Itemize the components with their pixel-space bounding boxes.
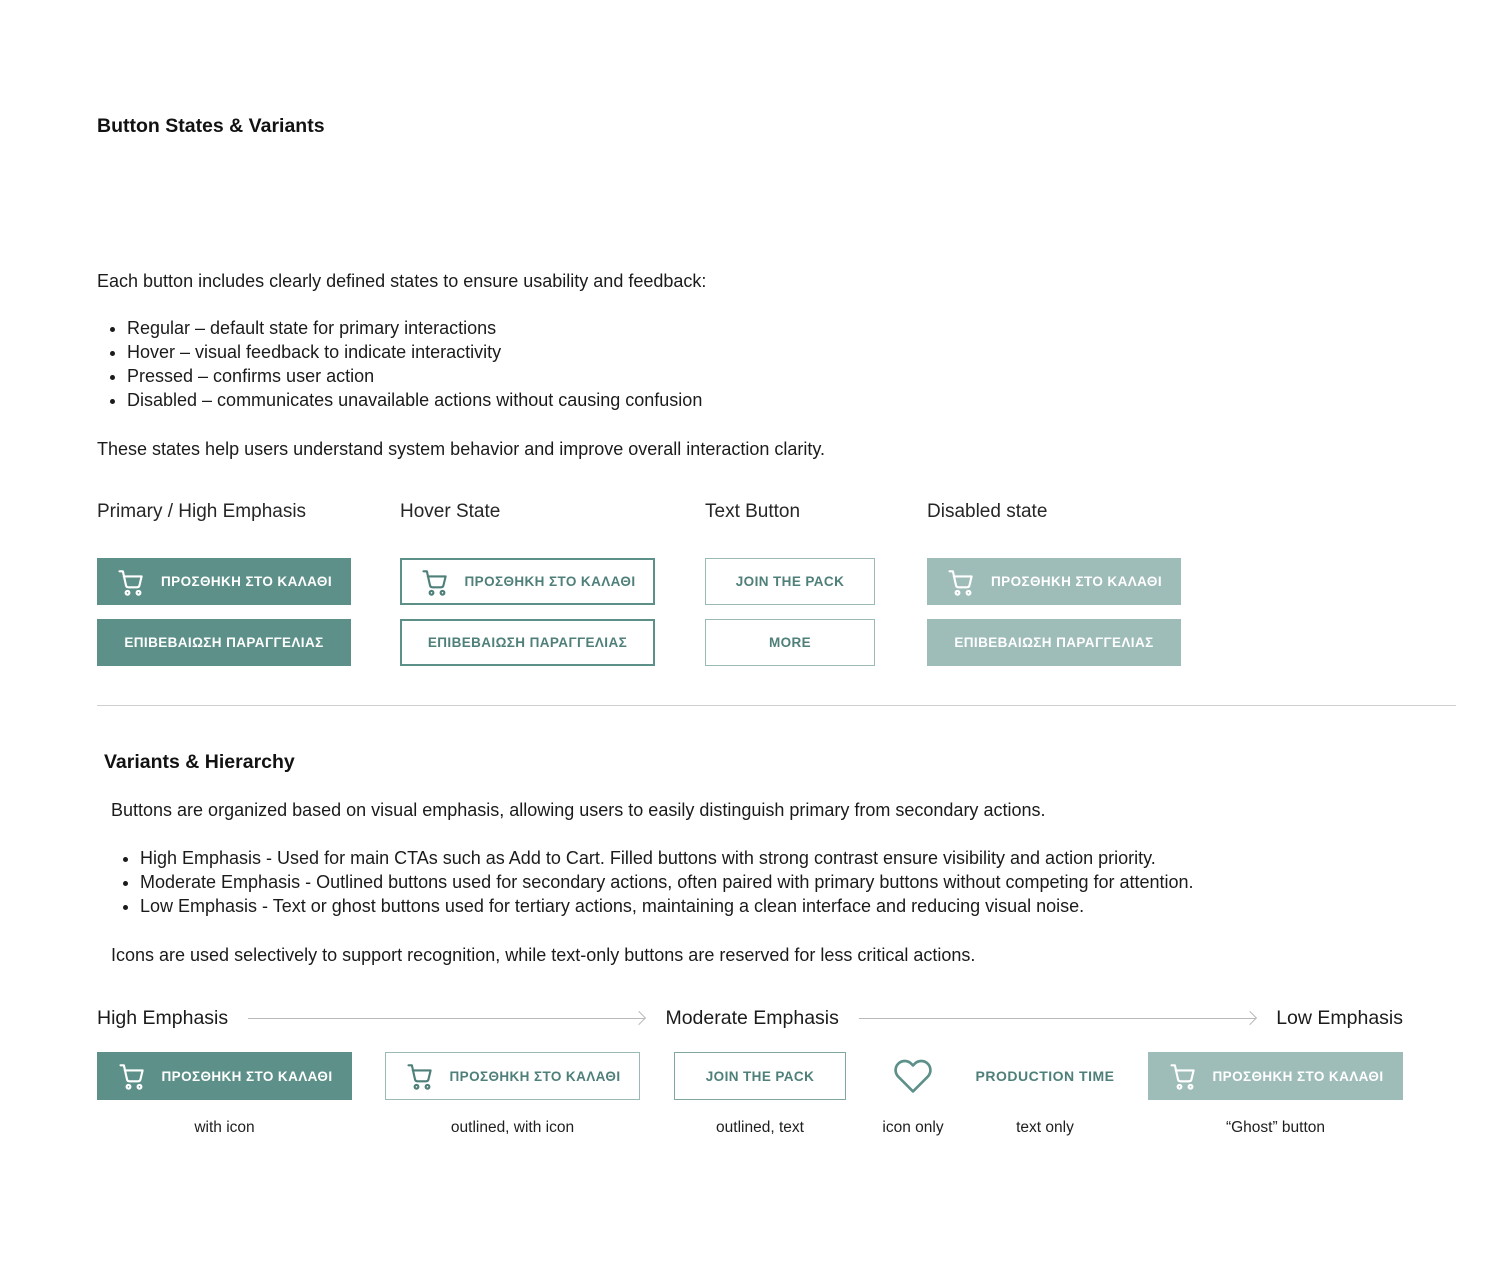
button-state-matrix bbox=[97, 501, 1403, 666]
button-label: ΠΡΟΣΘΗΚΗ ΣΤΟ ΚΑΛΑΘΙ bbox=[464, 574, 636, 589]
button-label: ΠΡΟΣΘΗΚΗ ΣΤΟ ΚΑΛΑΘΙ bbox=[1212, 1068, 1384, 1084]
heart-icon bbox=[893, 1056, 933, 1096]
example-text-only bbox=[970, 1052, 1120, 1137]
caption-icon-only: icon only bbox=[882, 1119, 944, 1136]
states-section bbox=[97, 0, 1403, 706]
states-bullet-list bbox=[97, 316, 1403, 412]
button-label: ΠΡΟΣΘΗΚΗ ΣΤΟ ΚΑΛΑΘΙ bbox=[161, 574, 332, 589]
button-label: ΠΡΟΣΘΗΚΗ ΣΤΟ ΚΑΛΑΘΙ bbox=[449, 1068, 621, 1084]
emphasis-scale bbox=[97, 1005, 1403, 1031]
scale-label-moderate: Moderate Emphasis bbox=[665, 1006, 839, 1029]
section-divider bbox=[97, 705, 1456, 706]
button-label: ΠΡΟΣΘΗΚΗ ΣΤΟ ΚΑΛΑΘΙ bbox=[161, 1068, 333, 1084]
add-to-cart-button-disabled[interactable] bbox=[927, 558, 1181, 605]
cart-icon bbox=[117, 1061, 147, 1091]
states-intro-paragraph: Each button includes clearly defined states to ensure usability and feedback: bbox=[97, 271, 707, 291]
caption-text-only: text only bbox=[1016, 1119, 1074, 1136]
confirm-order-button-primary[interactable] bbox=[97, 619, 351, 666]
button-label: ΠΡΟΣΘΗΚΗ ΣΤΟ ΚΑΛΑΘΙ bbox=[991, 574, 1162, 589]
states-outro-paragraph: These states help users understand system behavior and improve overall interaction clarity. bbox=[97, 439, 826, 459]
caption-with-icon: with icon bbox=[194, 1119, 255, 1136]
cart-icon bbox=[420, 567, 450, 597]
button-label: MORE bbox=[768, 635, 812, 650]
page-title: Button States & Variants bbox=[97, 115, 325, 137]
button-label: JOIN THE PACK bbox=[705, 1068, 815, 1084]
join-the-pack-button-outlined[interactable] bbox=[674, 1052, 846, 1100]
example-icon-only bbox=[860, 1052, 966, 1137]
caption-outlined-text: outlined, text bbox=[716, 1119, 804, 1136]
state-bullet-disabled: • Disabled – communicates unavailable actions without causing confusion bbox=[127, 388, 1403, 412]
button-label: ΕΠΙΒΕΒΑΙΩΣΗ ΠΑΡΑΓΓΕΛΙΑΣ bbox=[124, 635, 324, 650]
state-bullet-hover: • Hover – visual feedback to indicate interactivity bbox=[127, 340, 1403, 364]
right-arrow-icon bbox=[248, 1018, 645, 1019]
variant-examples-row bbox=[97, 1052, 1403, 1137]
hierarchy-outro-paragraph: Icons are used selectively to support recognition, while text-only buttons are reserved for less critical actions. bbox=[111, 945, 976, 965]
example-filled-with-icon bbox=[97, 1052, 352, 1137]
caption-ghost-button: “Ghost” button bbox=[1225, 1119, 1326, 1136]
button-label: JOIN THE PACK bbox=[735, 574, 845, 589]
example-ghost-button bbox=[1148, 1052, 1403, 1137]
hierarchy-bullet-list bbox=[111, 846, 1403, 918]
column-hover bbox=[400, 501, 655, 666]
add-to-cart-button-with-icon[interactable] bbox=[97, 1052, 352, 1100]
more-button[interactable] bbox=[705, 619, 875, 666]
button-label: ΕΠΙΒΕΒΑΙΩΣΗ ΠΑΡΑΓΓΕΛΙΑΣ bbox=[954, 635, 1154, 650]
join-the-pack-button[interactable] bbox=[705, 558, 875, 605]
column-header-text-button: Text Button bbox=[705, 501, 801, 522]
state-bullet-pressed: • Pressed – confirms user action bbox=[127, 364, 1403, 388]
column-header-disabled: Disabled state bbox=[927, 501, 1048, 522]
cart-icon bbox=[116, 567, 146, 597]
column-disabled bbox=[927, 501, 1181, 666]
add-to-cart-button-primary[interactable] bbox=[97, 558, 351, 605]
bullet-moderate-emphasis: • Moderate Emphasis - Outlined buttons used for secondary actions, often paired with primary buttons without competing for attention. bbox=[140, 870, 1403, 894]
column-header-hover: Hover State bbox=[400, 501, 501, 522]
hierarchy-intro-paragraph: Buttons are organized based on visual emphasis, allowing users to easily distinguish primary from secondary actions. bbox=[111, 800, 1046, 820]
production-time-button[interactable] bbox=[970, 1052, 1120, 1100]
button-label: PRODUCTION TIME bbox=[975, 1068, 1115, 1084]
hierarchy-section bbox=[97, 750, 1403, 1137]
add-to-cart-button-hover[interactable] bbox=[400, 558, 655, 605]
cart-icon bbox=[405, 1061, 435, 1091]
add-to-cart-button-ghost[interactable] bbox=[1148, 1052, 1403, 1100]
favorite-button[interactable] bbox=[860, 1052, 966, 1100]
scale-label-low: Low Emphasis bbox=[1276, 1006, 1403, 1029]
button-label: ΕΠΙΒΕΒΑΙΩΣΗ ΠΑΡΑΓΓΕΛΙΑΣ bbox=[427, 635, 628, 650]
cart-icon bbox=[1168, 1061, 1198, 1091]
example-outlined-text bbox=[674, 1052, 846, 1137]
column-header-primary: Primary / High Emphasis bbox=[97, 501, 307, 522]
scale-label-high: High Emphasis bbox=[97, 1006, 229, 1029]
caption-outlined-with-icon: outlined, with icon bbox=[450, 1119, 575, 1136]
add-to-cart-button-outlined[interactable] bbox=[385, 1052, 640, 1100]
right-arrow-icon bbox=[859, 1018, 1256, 1019]
example-outlined-with-icon bbox=[385, 1052, 640, 1137]
bullet-low-emphasis: • Low Emphasis - Text or ghost buttons used for tertiary actions, maintaining a clean interface and reducing visual noise. bbox=[140, 894, 1403, 918]
cart-icon bbox=[946, 567, 976, 597]
state-bullet-regular: • Regular – default state for primary interactions bbox=[127, 316, 1403, 340]
confirm-order-button-hover[interactable] bbox=[400, 619, 655, 666]
confirm-order-button-disabled[interactable] bbox=[927, 619, 1181, 666]
column-text-button bbox=[705, 501, 875, 666]
bullet-high-emphasis: • High Emphasis - Used for main CTAs such as Add to Cart. Filled buttons with strong contrast ensure visibility and action priority. bbox=[140, 846, 1403, 870]
column-primary bbox=[97, 501, 351, 666]
hierarchy-title: Variants & Hierarchy bbox=[104, 751, 295, 773]
